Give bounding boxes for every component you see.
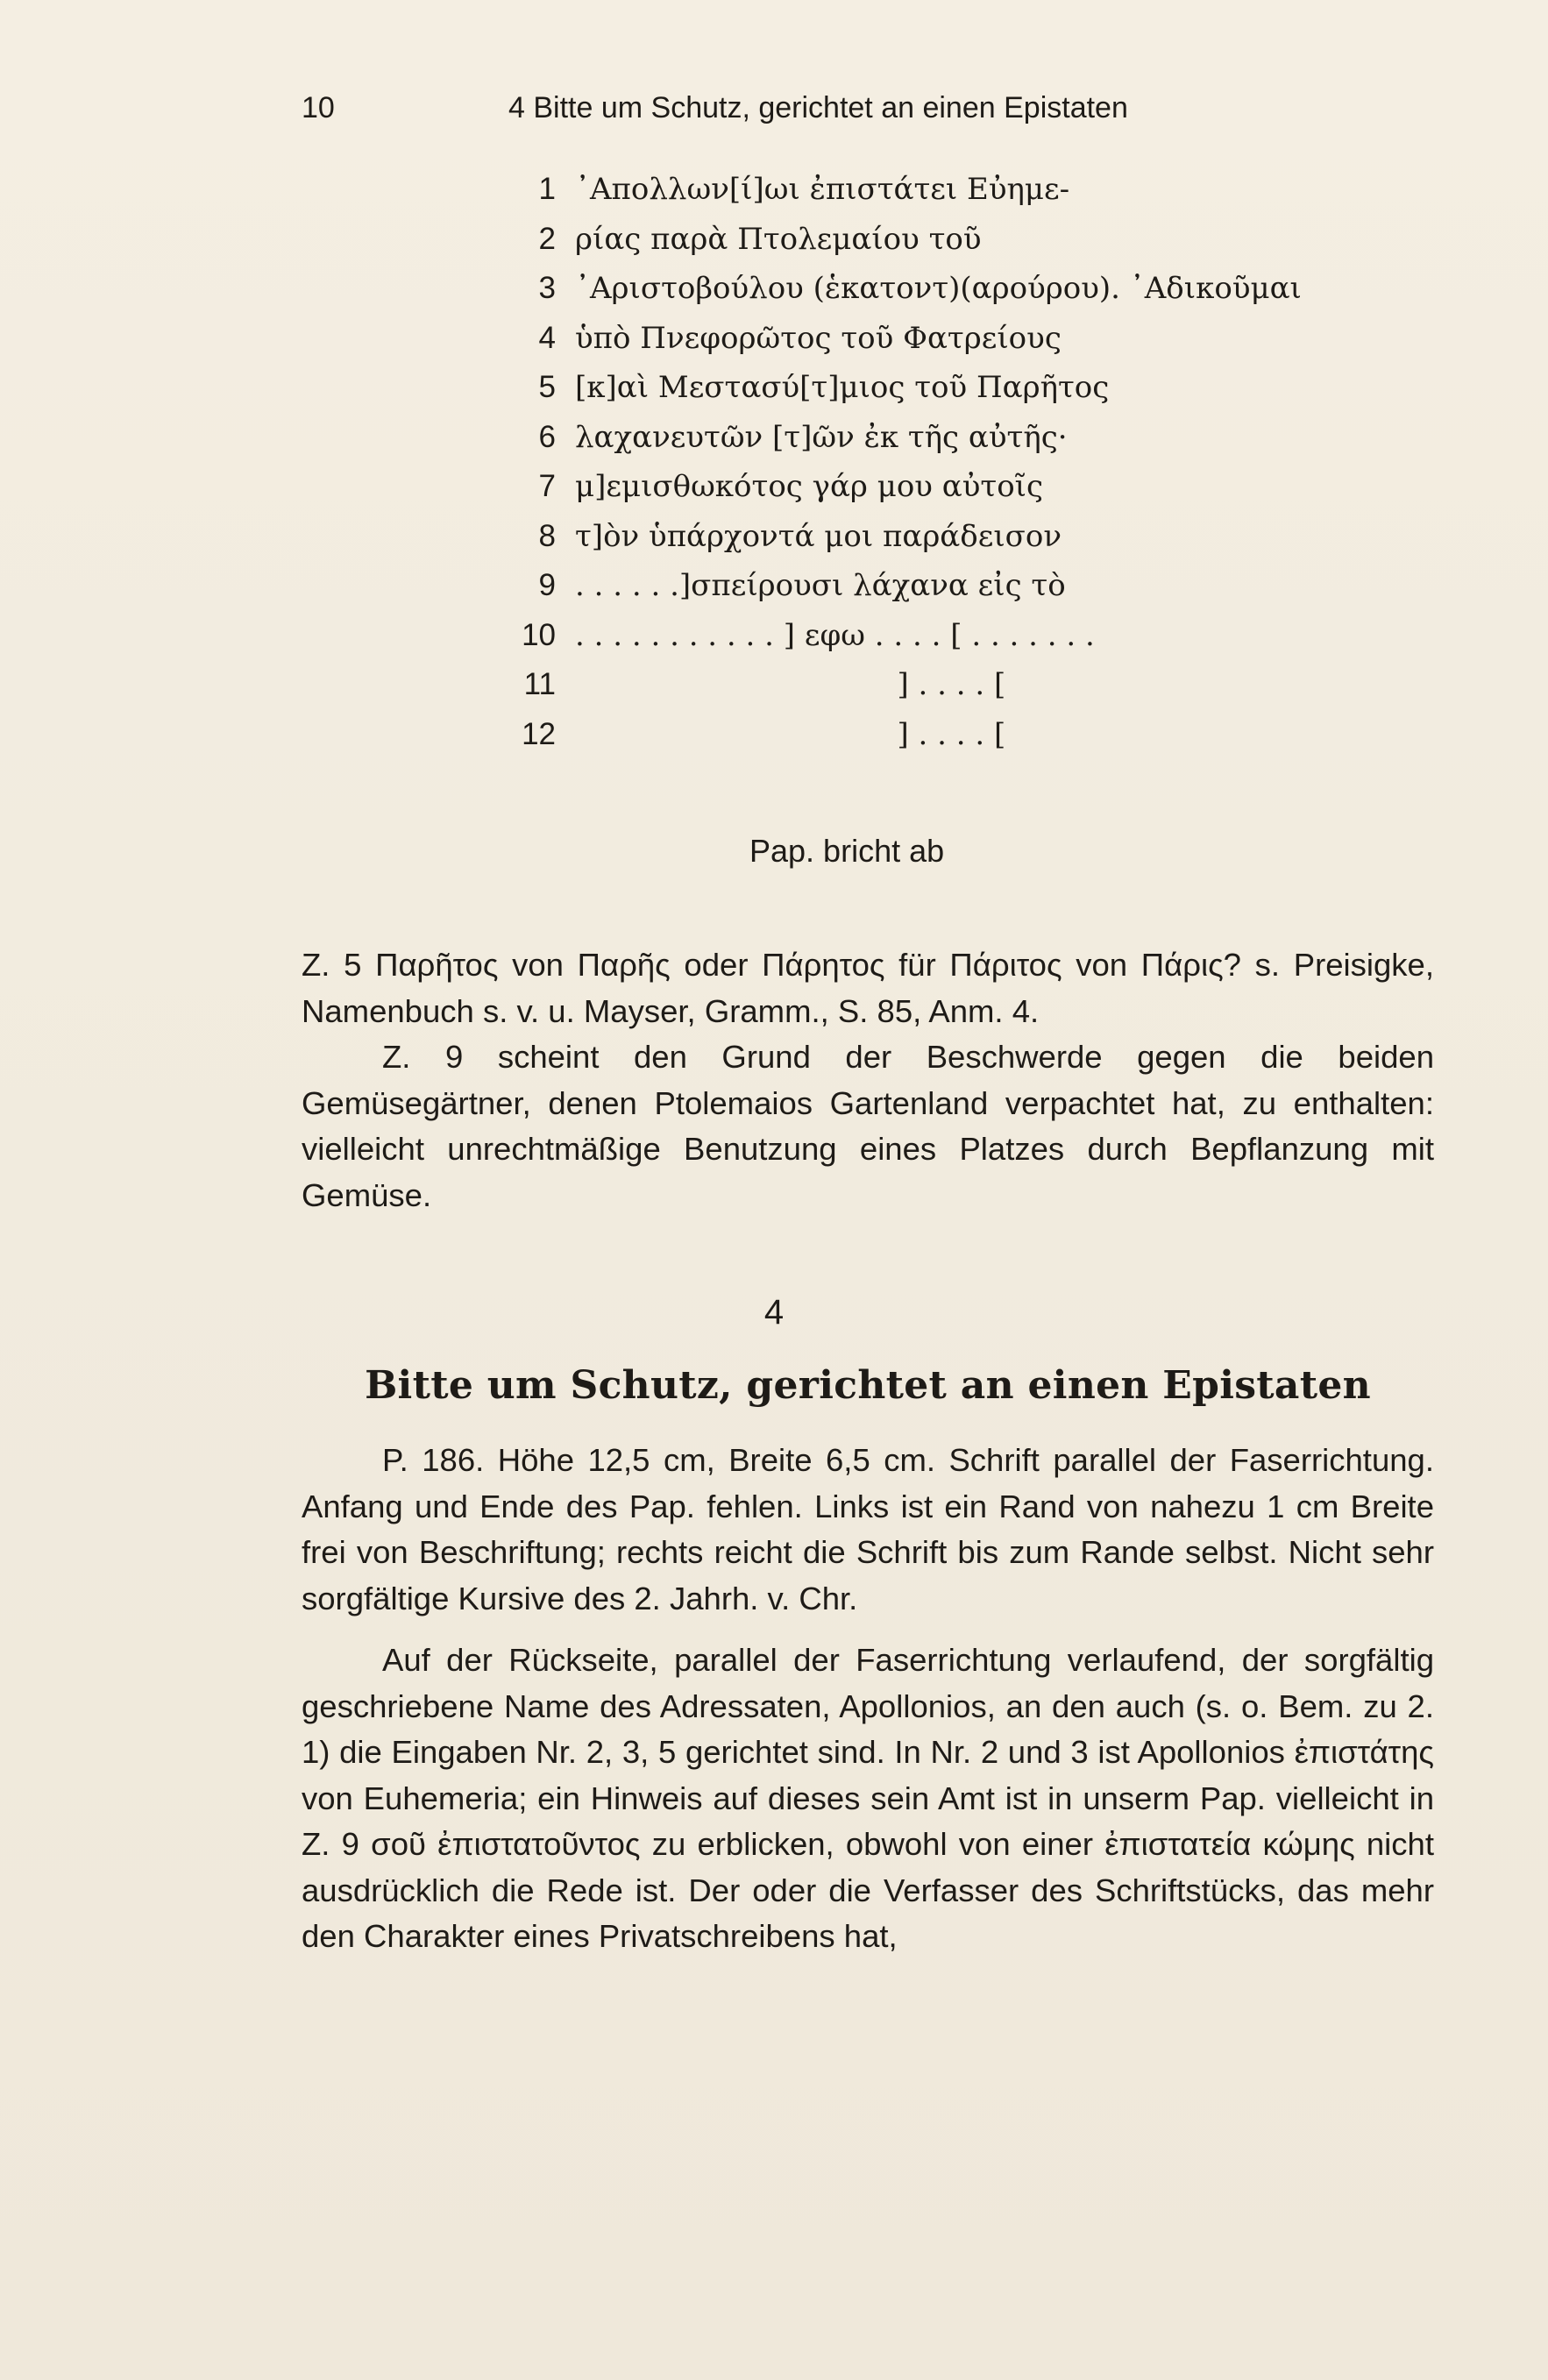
line-number: 3 (538, 271, 556, 305)
section-description (302, 1438, 1434, 1960)
section-number: 4 (763, 1293, 785, 1332)
line-number: 9 (538, 568, 556, 602)
commentary-note: Z. 5 Παρῆτος von Παρῆς oder Πάρητος für Πάριτος von Πάρις? s. Preisigke, Namenbuch s. v. u. Mayser, Gramm., S. 85, Anm. 4. (302, 947, 1434, 1029)
line-text: ] . . . . [ (575, 667, 1006, 702)
line-number: 7 (538, 469, 556, 503)
commentary (302, 942, 1434, 1218)
papyrus-transcription (515, 165, 1436, 759)
transcription-line (515, 215, 1436, 265)
transcription-line (515, 710, 1436, 760)
description-paragraph: P. 186. Höhe 12,5 cm, Breite 6,5 cm. Schrift parallel der Faserrichtung. Anfang und Ende des Pap. fehlen. Links ist ein Rand von nahezu 1 cm Breite frei von Beschriftung; rechts reicht die Schrift bis zum Rande selbst. Nicht sehr sorgfältige Kursive des 2. Jahrh. v. Chr. (302, 1442, 1434, 1616)
line-text: ᾿Αριστοβούλου (ἑκατοντ)(αρούρου). ᾿Αδικοῦμαι (575, 271, 1302, 306)
line-text: ρίας παρὰ Πτολεμαίου τοῦ (575, 221, 982, 257)
line-number: 8 (538, 518, 556, 553)
line-number: 6 (538, 419, 556, 454)
running-title: 4 Bitte um Schutz, gerichtet an einen Epistaten (508, 91, 1128, 124)
line-number: 2 (538, 221, 556, 256)
line-text: . . . . . .]σπείρουσι λάχανα εἰς τὸ (575, 568, 1066, 603)
line-text: τ]ὸν ὑπάρχοντά μοι παράδεισον (575, 518, 1062, 554)
page-header (302, 91, 1441, 135)
line-text: μ]εμισθωκότος γάρ μου αὐτοῖς (575, 469, 1044, 504)
transcription-line (515, 314, 1436, 364)
papyrus-break-note: Pap. bricht ab (749, 833, 945, 869)
line-text: ] . . . . [ (575, 716, 1006, 752)
transcription-line (515, 660, 1436, 710)
transcription-line (515, 462, 1436, 512)
line-number: 5 (538, 370, 556, 404)
line-number: 1 (538, 172, 556, 206)
section-heading: Bitte um Schutz, gerichtet an einen Epistaten (365, 1363, 1371, 1408)
commentary-note: Z. 9 scheint den Grund der Beschwerde gegen die beiden Gemüsegärtner, denen Ptolemaios Gartenland verpachtet hat, zu enthalten: vielleicht unrechtmäßige Benutzung eines Platzes durch Bepflanzung mit Gemüse. (302, 1039, 1434, 1213)
description-paragraph: Auf der Rückseite, parallel der Faserrichtung verlaufend, der sorgfältig geschriebene Name des Adressaten, Apollonios, an den auch (s. o. Bem. zu 2. 1) die Eingaben Nr. 2, 3, 5 gerichtet sind. In Nr. 2 und 3 ist Apollonios ἐπιστάτης von Euhemeria; ein Hinweis auf dieses sein Amt ist in unserm Pap. vielleicht in Z. 9 σοῦ ἐπιστατοῦντος zu erblicken, obwohl von einer ἐπιστατεία κώμης nicht ausdrücklich die Rede ist. Der oder die Verfasser des Schriftstücks, das mehr den Charakter eines Privatschreibens hat, (302, 1642, 1434, 1954)
transcription-line (515, 264, 1436, 314)
page-number: 10 (302, 91, 335, 124)
transcription-line (515, 413, 1436, 463)
line-text: [κ]αὶ Μεστασύ[τ]μιος τοῦ Παρῆτος (575, 370, 1110, 405)
transcription-line (515, 611, 1436, 661)
line-number: 12 (522, 716, 556, 751)
line-number: 10 (522, 617, 556, 652)
line-text: λαχανευτῶν [τ]ῶν ἐκ τῆς αὐτῆς· (575, 419, 1068, 455)
line-number: 4 (538, 320, 556, 355)
line-text: ὑπὸ Πνεφορῶτος τοῦ Φατρείους (575, 320, 1062, 356)
transcription-line (515, 363, 1436, 413)
transcription-line (515, 165, 1436, 215)
line-text: . . . . . . . . . . . ] εφω . . . . [ . . . . . . . (575, 617, 1095, 653)
transcription-line (515, 512, 1436, 562)
line-number: 11 (523, 667, 556, 701)
line-text: ᾿Απολλων[ί]ωι ἐπιστάτει Εὐημε- (575, 172, 1070, 207)
transcription-line (515, 561, 1436, 611)
